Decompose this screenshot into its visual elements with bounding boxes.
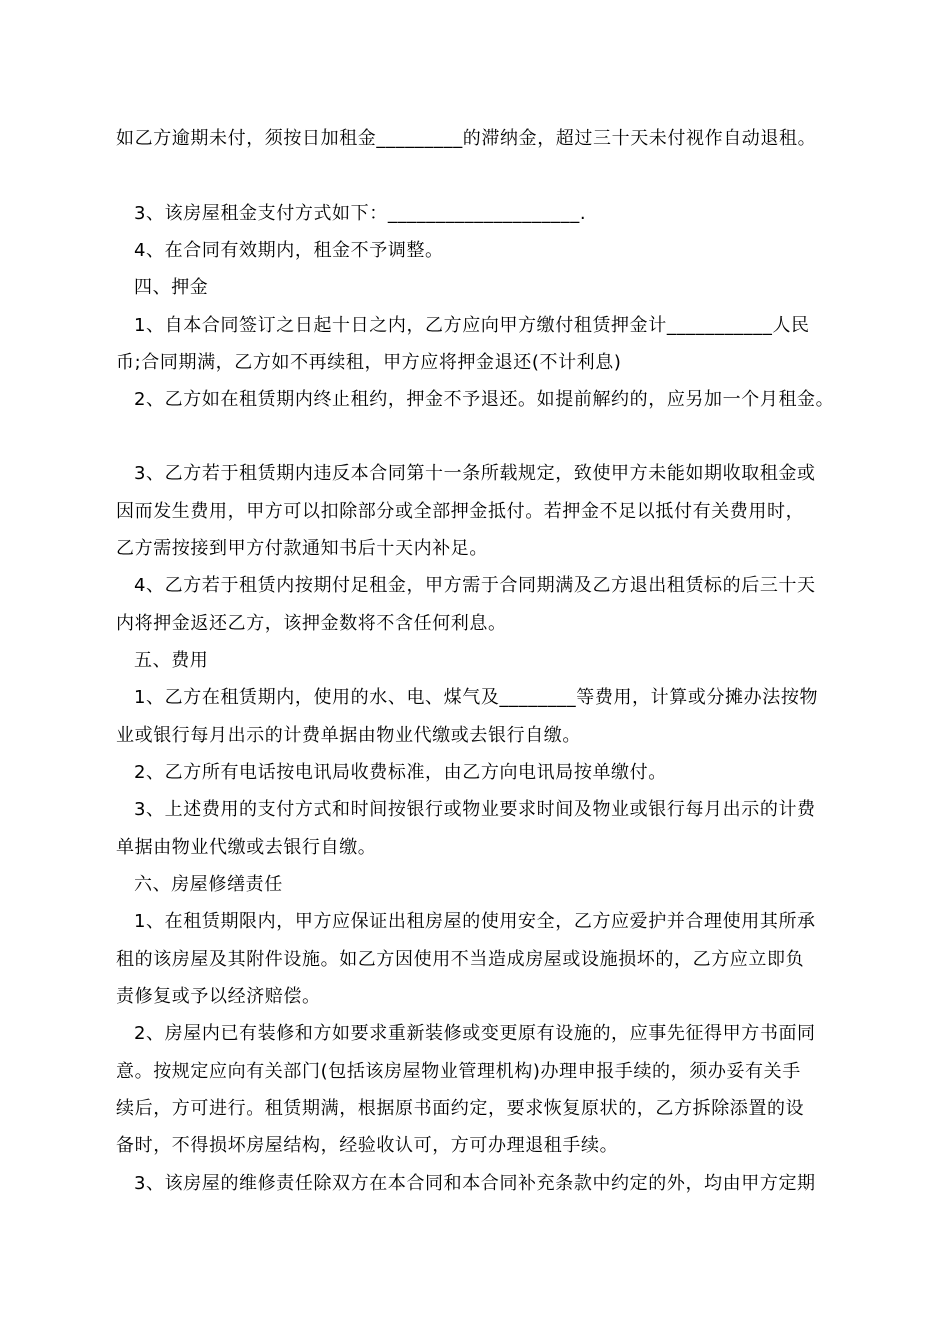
text-line: 4、在合同有效期内，租金不予调整。 [134,240,444,261]
text-line: 如乙方逾期未付，须按日加租金_________的滞纳金，超过三十天未付视作自动退租。 [116,128,817,149]
text-line: 2、乙方所有电话按电讯局收费标准，由乙方向电讯局按单缴付。 [134,762,667,783]
text-line: 1、在租赁期限内，甲方应保证出租房屋的使用安全，乙方应爱护并合理使用其所承 [134,911,816,932]
text-line: 业或银行每月出示的计费单据由物业代缴或去银行自缴。 [116,725,581,746]
section-heading: 四、押金 [134,277,209,298]
text-line: 币;合同期满，乙方如不再续租，甲方应将押金退还(不计利息) [116,352,622,373]
text-line: 因而发生费用，甲方可以扣除部分或全部押金抵付。若押金不足以抵付有关费用时， [116,501,805,522]
text-line: 租的该房屋及其附件设施。如乙方因使用不当造成房屋或设施损坏的，乙方应立即负 [116,949,805,970]
text-line: 责修复或予以经济赔偿。 [116,986,321,1007]
text-line: 备时，不得损坏房屋结构，经验收认可，方可办理退租手续。 [116,1135,619,1156]
text-line: 1、乙方在租赁期内，使用的水、电、煤气及________等费用，计算或分摊办法按物 [134,687,819,708]
text-line: 3、该房屋的维修责任除双方在本合同和本合同补充条款中约定的外，均由甲方定期 [134,1173,816,1194]
text-line: 2、乙方如在租赁期内终止租约，押金不予退还。如提前解约的，应另加一个月租金。 [134,389,835,410]
text-line: 内将押金返还乙方，该押金数将不含任何利息。 [116,613,507,634]
text-line: 3、乙方若于租赁期内违反本合同第十一条所载规定，致使甲方未能如期收取租金或 [134,463,816,484]
section-heading: 六、房屋修缮责任 [134,874,283,895]
text-line: 单据由物业代缴或去银行自缴。 [116,837,377,858]
text-line: 乙方需按接到甲方付款通知书后十天内补足。 [116,538,488,559]
text-line: 4、乙方若于租赁内按期付足租金，甲方需于合同期满及乙方退出租赁标的后三十天 [134,575,816,596]
text-line: 3、该房屋租金支付方式如下：____________________. [134,203,587,224]
text-line: 1、自本合同签订之日起十日之内，乙方应向甲方缴付租赁押金计___________人民 [134,315,810,336]
section-heading: 五、费用 [134,650,209,671]
text-line: 2、房屋内已有装修和方如要求重新装修或变更原有设施的，应事先征得甲方书面同 [134,1023,816,1044]
text-line: 意。按规定应向有关部门(包括该房屋物业管理机构)办理申报手续的，须办妥有关手 [116,1061,801,1082]
text-line: 续后，方可进行。租赁期满，根据原书面约定，要求恢复原状的，乙方拆除添置的设 [116,1098,805,1119]
text-line: 3、上述费用的支付方式和时间按银行或物业要求时间及物业或银行每月出示的计费 [134,799,816,820]
